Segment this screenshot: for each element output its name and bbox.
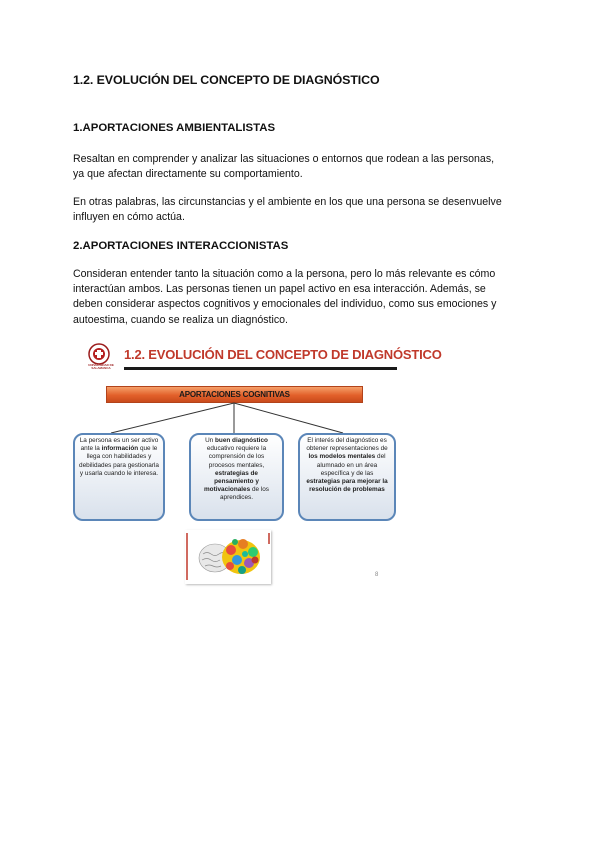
text-line: Resaltan en comprender y analizar las situaciones o entornos que rodean a las personas,: [73, 153, 495, 165]
slide-page-number: 8: [375, 572, 379, 578]
text-line: influyen en cómo actúa.: [73, 211, 185, 224]
text-line: deben considerar aspectos cognitivos y emocionales del individuo, como sus emociones y: [73, 298, 497, 311]
section1-paragraph1: [73, 152, 533, 182]
section1-title: 1.APORTACIONES AMBIENTALISTAS: [73, 122, 276, 134]
slide-card-mental-models: El interés del diagnóstico es obtener representaciones de los modelos mentales del alumnado en un área específica y de las estrategias para mejorar la resolución de problemas: [298, 433, 396, 521]
text-line: En otras palabras, las circunstancias y el ambiente en los que una persona se desenvuelve: [73, 196, 502, 208]
brain-illustration: [185, 530, 271, 584]
slide-banner: APORTACIONES COGNITIVAS: [106, 386, 363, 403]
embedded-slide: [71, 336, 442, 590]
brain-icon: [185, 530, 271, 584]
text-line: interactúan ambos. Las personas tienen un papel activo en esa interacción. Además, se: [73, 283, 486, 296]
slide-card-information: La persona es un ser activo ante la información que le llega con habilidades y debilidades para gestionarla y usarla cuando le interesa.: [73, 433, 165, 521]
university-logo-text: UNIVERSIDAD DE SALAMANCA: [88, 363, 114, 371]
text-line: Consideran entender tanto la situación como a la persona, pero lo más relevante es cómo: [73, 268, 496, 280]
text-line: ya que afectan directamente su comportamiento.: [73, 168, 303, 181]
slide-title: 1.2. EVOLUCIÓN DEL CONCEPTO DE DIAGNÓSTICO: [124, 347, 442, 362]
section2-title: 2.APORTACIONES INTERACCIONISTAS: [73, 240, 289, 252]
section2-paragraph: [73, 267, 533, 328]
slide-card-diagnosis: Un buen diagnóstico educativo requiere la comprensión de los procesos mentales, estrategias de pensamiento y motivacionales de los aprendices.: [189, 433, 284, 521]
section1-paragraph2: [73, 195, 533, 225]
page-heading: 1.2. EVOLUCIÓN DEL CONCEPTO DE DIAGNÓSTICO: [73, 73, 380, 87]
text-line: autoestima, cuando se realiza un diagnóstico.: [73, 313, 288, 326]
